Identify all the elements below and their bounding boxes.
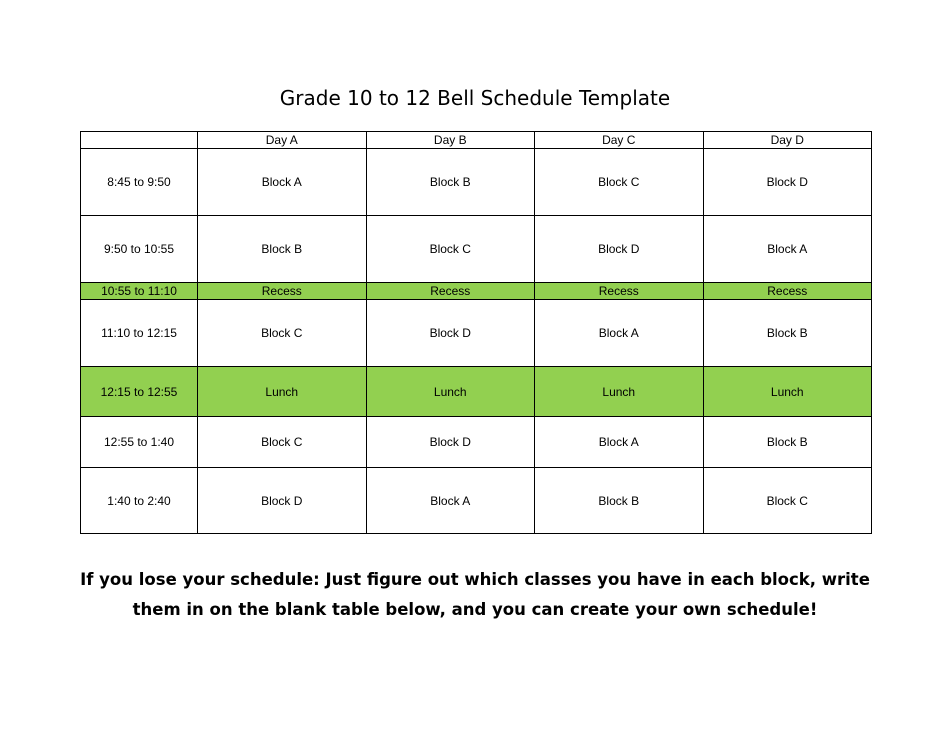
lunch-cell: Lunch <box>366 367 535 417</box>
schedule-cell: Block D <box>535 216 704 283</box>
recess-cell: Recess <box>366 283 535 300</box>
time-cell: 8:45 to 9:50 <box>81 149 198 216</box>
schedule-cell: Block A <box>535 300 704 367</box>
table-row <box>81 300 872 367</box>
schedule-cell: Block D <box>198 468 367 534</box>
schedule-cell: Block D <box>366 300 535 367</box>
recess-row <box>81 283 872 300</box>
schedule-cell: Block D <box>366 417 535 468</box>
schedule-cell: Block B <box>366 149 535 216</box>
instructions-note <box>40 565 910 625</box>
time-cell: 10:55 to 11:10 <box>81 283 198 300</box>
schedule-cell: Block B <box>535 468 704 534</box>
header-day-b: Day B <box>366 132 535 149</box>
header-day-d: Day D <box>703 132 872 149</box>
recess-cell: Recess <box>535 283 704 300</box>
table-row <box>81 468 872 534</box>
schedule-cell: Block C <box>703 468 872 534</box>
bell-schedule-table <box>80 131 872 534</box>
schedule-cell: Block A <box>703 216 872 283</box>
header-cell-empty <box>81 132 198 149</box>
schedule-cell: Block C <box>198 417 367 468</box>
time-cell: 9:50 to 10:55 <box>81 216 198 283</box>
header-row <box>81 132 872 149</box>
table-row <box>81 216 872 283</box>
lunch-row <box>81 367 872 417</box>
lunch-cell: Lunch <box>703 367 872 417</box>
lunch-cell: Lunch <box>535 367 704 417</box>
time-cell: 12:15 to 12:55 <box>81 367 198 417</box>
lunch-cell: Lunch <box>198 367 367 417</box>
recess-cell: Recess <box>198 283 367 300</box>
schedule-cell: Block B <box>198 216 367 283</box>
schedule-cell: Block C <box>198 300 367 367</box>
schedule-cell: Block B <box>703 300 872 367</box>
header-day-c: Day C <box>535 132 704 149</box>
time-cell: 12:55 to 1:40 <box>81 417 198 468</box>
schedule-cell: Block A <box>535 417 704 468</box>
schedule-cell: Block A <box>198 149 367 216</box>
time-cell: 1:40 to 2:40 <box>81 468 198 534</box>
recess-cell: Recess <box>703 283 872 300</box>
schedule-cell: Block D <box>703 149 872 216</box>
schedule-cell: Block C <box>366 216 535 283</box>
note-line-2: them in on the blank table below, and you can create your own schedule! <box>132 600 818 619</box>
page-title: Grade 10 to 12 Bell Schedule Template <box>279 86 671 110</box>
table-row <box>81 149 872 216</box>
time-cell: 11:10 to 12:15 <box>81 300 198 367</box>
schedule-cell: Block B <box>703 417 872 468</box>
note-line-1: If you lose your schedule: Just figure out which classes you have in each block, write <box>80 570 870 589</box>
header-day-a: Day A <box>198 132 367 149</box>
table-row <box>81 417 872 468</box>
schedule-cell: Block A <box>366 468 535 534</box>
schedule-cell: Block C <box>535 149 704 216</box>
